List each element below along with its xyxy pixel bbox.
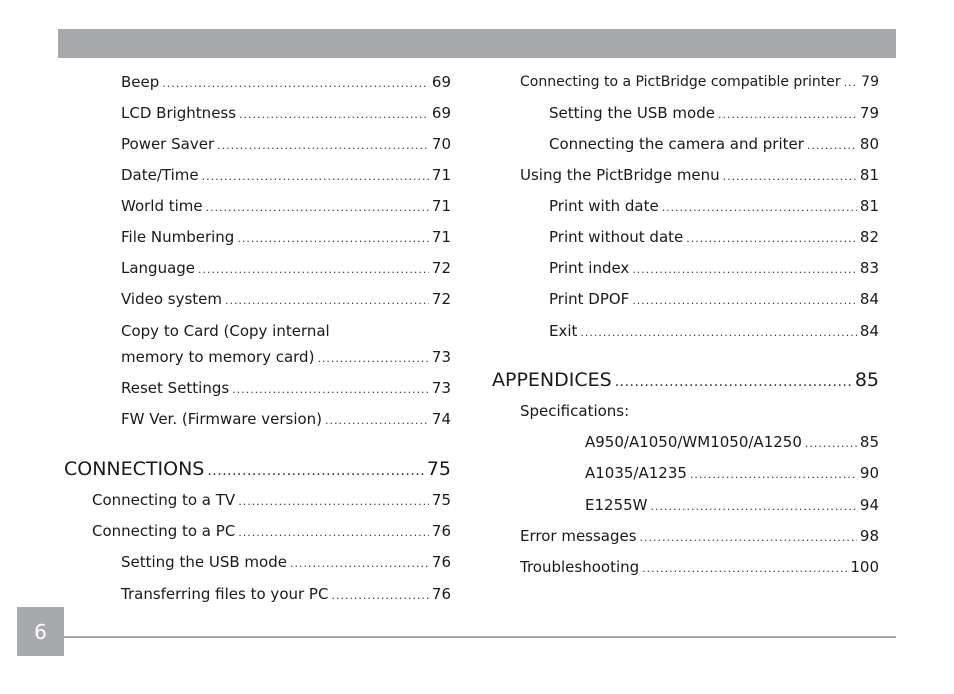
toc-entry-title: Connecting the camera and priter: [549, 135, 804, 153]
toc-entry[interactable]: [549, 135, 879, 155]
toc-entry-title: Beep: [121, 73, 160, 91]
toc-entry[interactable]: [121, 104, 451, 124]
toc-entry-page: 79: [861, 74, 879, 90]
dot-leader: [718, 106, 857, 124]
toc-entry-title: Print index: [549, 259, 630, 277]
dot-leader: [615, 371, 852, 393]
dot-leader: [225, 292, 429, 310]
dot-leader: [325, 412, 429, 430]
toc-entry-title: FW Ver. (Firmware version): [121, 410, 323, 428]
toc-entry[interactable]: [121, 585, 451, 605]
dot-leader: [239, 106, 429, 124]
toc-entry-page: 75: [431, 491, 451, 509]
dot-leader: [317, 350, 428, 368]
dot-leader: [217, 137, 429, 155]
toc-section-connections[interactable]: [64, 458, 451, 482]
toc-entry-title: Print without date: [549, 228, 684, 246]
dot-leader: [207, 460, 423, 482]
toc-entry-title: Print DPOF: [549, 290, 630, 308]
dot-leader: [723, 168, 857, 186]
dot-leader: [640, 529, 857, 547]
toc-entry[interactable]: [585, 464, 879, 484]
toc-entry-page: 72: [431, 259, 451, 277]
dot-leader: [642, 560, 847, 578]
dot-leader: [807, 137, 857, 155]
toc-entry-page: 85: [859, 433, 879, 451]
toc-section-page: 85: [854, 369, 879, 391]
toc-entry-page: 84: [859, 290, 879, 308]
toc-entry-title: Setting the USB mode: [121, 553, 287, 571]
dot-leader: [632, 261, 857, 279]
toc-entry-title: Video system: [121, 290, 223, 308]
toc-entry[interactable]: [520, 73, 879, 92]
toc-entry[interactable]: [549, 104, 879, 124]
toc-entry-page: 76: [431, 585, 451, 603]
toc-entry[interactable]: [549, 259, 879, 279]
toc-entry[interactable]: [121, 135, 451, 155]
toc-entry[interactable]: [121, 228, 451, 248]
toc-entry-page: 82: [859, 228, 879, 246]
toc-entry-page: 81: [859, 166, 879, 184]
toc-entry-page: 81: [859, 197, 879, 215]
toc-entry-title: Connecting to a PictBridge compatible printer: [520, 74, 841, 90]
toc-entry-title: LCD Brightness: [121, 104, 237, 122]
toc-entry[interactable]: [549, 290, 879, 310]
toc-entry-page: 70: [431, 135, 451, 153]
toc-entry-title: Reset Settings: [121, 379, 230, 397]
toc-entry-page: 76: [431, 553, 451, 571]
toc-entry-page: 69: [431, 73, 451, 91]
toc-entry[interactable]: [121, 166, 451, 186]
toc-entry[interactable]: [585, 496, 879, 516]
dot-leader: [232, 381, 429, 399]
toc-entry-page: 80: [859, 135, 879, 153]
toc-entry-page: 90: [859, 464, 879, 482]
toc-section-title: CONNECTIONS: [64, 458, 205, 480]
dot-leader: [162, 75, 429, 93]
page-number: 6: [17, 607, 64, 656]
toc-entry[interactable]: [520, 402, 879, 420]
toc-entry[interactable]: [121, 379, 451, 399]
toc-entry-title: Specifications:: [520, 402, 630, 420]
toc-entry-page: 79: [859, 104, 879, 122]
dot-leader: [206, 199, 429, 217]
toc-entry-title: Language: [121, 259, 196, 277]
toc-entry-title: Troubleshooting: [520, 558, 640, 576]
toc-entry-title: Copy to Card (Copy internal: [121, 322, 330, 340]
toc-entry[interactable]: [121, 410, 451, 430]
toc-entry-title: Exit: [549, 322, 578, 340]
toc-entry[interactable]: [520, 527, 879, 547]
toc-entry-title: World time: [121, 197, 203, 215]
toc-entry[interactable]: [121, 73, 451, 93]
toc-entry-title: Setting the USB mode: [549, 104, 715, 122]
dot-leader: [690, 466, 857, 484]
toc-entry[interactable]: [121, 290, 451, 310]
toc-section-title: APPENDICES: [492, 369, 612, 391]
toc-entry-title: memory to memory card): [121, 348, 315, 366]
toc-entry-title: Transferring files to your PC: [121, 585, 329, 603]
dot-leader: [290, 555, 429, 573]
toc-entry-title: Date/Time: [121, 166, 199, 184]
toc-entry-title: A950/A1050/WM1050/A1250: [585, 433, 802, 451]
toc-entry[interactable]: [520, 166, 879, 186]
toc-entry-page: 71: [431, 197, 451, 215]
toc-entry[interactable]: [549, 322, 879, 342]
header-bar: [58, 29, 896, 58]
toc-entry-title: File Numbering: [121, 228, 235, 246]
toc-entry-title: Print with date: [549, 197, 659, 215]
toc-entry-page: 94: [859, 496, 879, 514]
dot-leader: [805, 435, 857, 453]
dot-leader: [580, 324, 857, 342]
toc-entry[interactable]: [121, 348, 451, 368]
toc-entry[interactable]: [121, 197, 451, 217]
toc-entry-title: Power Saver: [121, 135, 215, 153]
toc-entry-page: 76: [431, 522, 451, 540]
toc-entry-title: Connecting to a PC: [92, 522, 236, 540]
toc-entry-title: E1255W: [585, 496, 648, 514]
toc-entry-page: 100: [850, 558, 879, 576]
toc-entry-page: 71: [431, 166, 451, 184]
toc-entry-page: 72: [431, 290, 451, 308]
dot-leader: [632, 292, 857, 310]
toc-entry[interactable]: [92, 522, 451, 542]
toc-entry[interactable]: [121, 322, 451, 340]
toc-section-appendices[interactable]: [492, 369, 879, 393]
toc-entry[interactable]: [549, 197, 879, 217]
footer-rule: [64, 636, 896, 638]
toc-entry-page: 73: [431, 379, 451, 397]
toc-section-page: 75: [426, 458, 451, 480]
toc-entry[interactable]: [121, 259, 451, 279]
toc-entry-page: 83: [859, 259, 879, 277]
dot-leader: [198, 261, 429, 279]
dot-leader: [238, 524, 429, 542]
dot-leader: [686, 230, 857, 248]
toc-entry[interactable]: [585, 433, 879, 453]
toc-entry[interactable]: [121, 553, 451, 573]
dot-leader: [844, 74, 859, 92]
toc-entry[interactable]: [520, 558, 879, 578]
toc-entry[interactable]: [92, 491, 451, 511]
dot-leader: [238, 493, 429, 511]
toc-entry-title: Using the PictBridge menu: [520, 166, 720, 184]
toc-entry-page: 69: [431, 104, 451, 122]
toc-entry-page: 71: [431, 228, 451, 246]
dot-leader: [331, 587, 428, 605]
toc-entry-page: 74: [431, 410, 451, 428]
dot-leader: [650, 498, 856, 516]
toc-entry-page: 98: [859, 527, 879, 545]
dot-leader: [202, 168, 429, 186]
toc-entry-title: Connecting to a TV: [92, 491, 236, 509]
dot-leader: [237, 230, 429, 248]
dot-leader: [662, 199, 857, 217]
toc-entry-page: 73: [431, 348, 451, 366]
toc-entry[interactable]: [549, 228, 879, 248]
toc-entry-title: Error messages: [520, 527, 637, 545]
toc-entry-page: 84: [859, 322, 879, 340]
toc-entry-title: A1035/A1235: [585, 464, 687, 482]
